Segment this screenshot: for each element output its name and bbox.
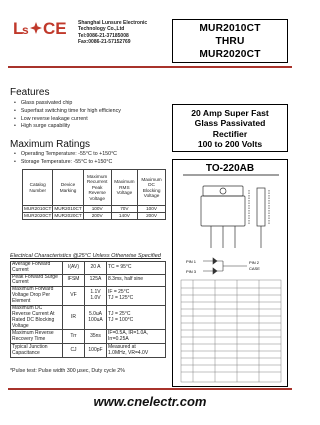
table-row [23, 206, 166, 213]
condition-cell: Measured at 1.0MHz, VR=4.0V [107, 344, 166, 358]
dc-voltage-cell: 100V [138, 206, 166, 213]
svg-text:L: L [13, 19, 24, 38]
max-ratings-title: Maximum Ratings [10, 139, 91, 150]
table-row [11, 330, 166, 344]
table-row [11, 306, 166, 330]
part-number-last: MUR2020CT [199, 49, 261, 60]
param-cell: Maximum Reverse Recovery Time [11, 330, 63, 344]
feature-item: • Low reverse leakage current [14, 116, 121, 124]
features-list [14, 100, 121, 131]
company-type: Technology Co.,Ltd [78, 26, 125, 33]
device-marking-cell: MUR2020CT [54, 213, 82, 219]
param-cell: Maximum Forward Voltage Drop Per Element [11, 287, 63, 306]
symbol-cell: IFSM [63, 274, 85, 287]
catalog-number-cell: MUR2020CT [24, 213, 52, 219]
feature-item: • Glass passivated chip [14, 100, 121, 108]
symbol-cell: IR [63, 306, 85, 330]
value-cell: 100pF [85, 344, 107, 358]
top-divider [8, 66, 292, 68]
value-cell: 20 A [85, 262, 107, 275]
pin-label: CASE [249, 266, 260, 271]
param-cell: Maximum DC Reverse Current At Rated DC Blocking Voltage [11, 306, 63, 330]
header-device-marking: Device Marking [53, 170, 83, 206]
company-logo [12, 16, 72, 40]
header-rms-voltage: Maximum RMS Voltage [111, 170, 137, 206]
ordering-table [22, 169, 166, 220]
to220-package-icon [201, 186, 269, 248]
max-ratings-list [14, 151, 117, 167]
device-marking-cell: MUR2010CT [54, 206, 82, 212]
pin-label: PIN 3 [186, 269, 197, 274]
company-tel: Tel:0086-21-37185008 [78, 32, 129, 39]
pin-label: PIN 2 [249, 260, 260, 265]
table-row [11, 344, 166, 358]
peak-voltage-cell: 200V [83, 213, 111, 220]
catalog-number-cell: MUR2010CT [24, 206, 52, 212]
description-line: 20 Amp Super Fast [191, 108, 269, 118]
company-fax: Fax:0086-21-57152769 [78, 38, 131, 45]
symbol-cell: CJ [63, 344, 85, 358]
table-row [23, 213, 166, 220]
description-line: Rectifier [212, 128, 248, 139]
svg-text:CE: CE [43, 19, 67, 38]
value-cell: 35ns [85, 330, 107, 344]
website-link[interactable]: www.cnelectr.com [93, 394, 207, 409]
symbol-cell: I(AV) [63, 262, 85, 275]
description-box [172, 104, 288, 152]
feature-item: • Superfast switching time for high efficiency [14, 108, 121, 116]
value-cell: 125A [85, 274, 107, 287]
electrical-characteristics-title: Electrical Characteristics @25°C Unless Otherwise Specified [10, 253, 161, 259]
pin-label: PIN 1 [186, 259, 197, 264]
features-title: Features [10, 87, 50, 98]
rms-voltage-cell: 70V [111, 206, 137, 213]
header-peak-reverse-voltage: Maximum Recurrent Peak Reverse Voltage [83, 170, 111, 206]
condition-cell: TC = 95°C [107, 262, 166, 275]
svg-text:s: s [22, 23, 29, 37]
electrical-table [10, 261, 166, 358]
condition-cell: TJ = 25°C TJ = 100°C [107, 306, 166, 330]
part-number-box [172, 19, 288, 63]
rating-item: • Operating Temperature: -55°C to +150°C [14, 151, 117, 159]
rms-voltage-cell: 140V [111, 213, 137, 220]
part-number-thru: THRU [215, 36, 245, 47]
package-drawing [173, 160, 289, 388]
description-line: 100 to 200 Volts [197, 138, 263, 149]
condition-cell: 8.3ms, half sine [107, 274, 166, 287]
part-number-first: MUR2010CT [199, 23, 261, 34]
header-dc-blocking-voltage: Maximum DC Blocking Voltage [138, 170, 166, 206]
pin-schematic [203, 258, 247, 274]
symbol-cell: VF [63, 287, 85, 306]
table-row [11, 287, 166, 306]
condition-cell: IF = 25°C TJ = 125°C [107, 287, 166, 306]
description-line: Glass Passivated [194, 118, 266, 129]
peak-voltage-cell: 100V [83, 206, 111, 213]
header-catalog-number: Catalog Number [23, 170, 53, 206]
bottom-divider [8, 388, 292, 390]
param-cell: Typical Junction Capacitance [11, 344, 63, 358]
table-row [11, 274, 166, 287]
table-row [11, 262, 166, 275]
symbol-cell: Trr [63, 330, 85, 344]
dimension-table-grid [181, 280, 281, 382]
company-name: Shanghai Lunsure Electronic [78, 20, 148, 26]
rating-item: • Storage Temperature: -55°C to +150°C [14, 159, 117, 167]
package-box [172, 159, 288, 387]
value-cell: 1.1V 1.0V [85, 287, 107, 306]
condition-cell: IF=0.5A, IR=1.0A, Irr=0.25A [107, 330, 166, 344]
value-cell: 5.0uA 100uA [85, 306, 107, 330]
param-cell: Average Forward Current [11, 262, 63, 275]
feature-item: • High surge capability [14, 123, 121, 131]
package-title: TO-220AB [205, 163, 255, 174]
dc-voltage-cell: 200V [138, 213, 166, 220]
pulse-test-note: *Pulse test: Pulse width 300 μsec, Duty cycle 2% [10, 368, 125, 374]
param-cell: Peak Forward Surge Current [11, 274, 63, 287]
